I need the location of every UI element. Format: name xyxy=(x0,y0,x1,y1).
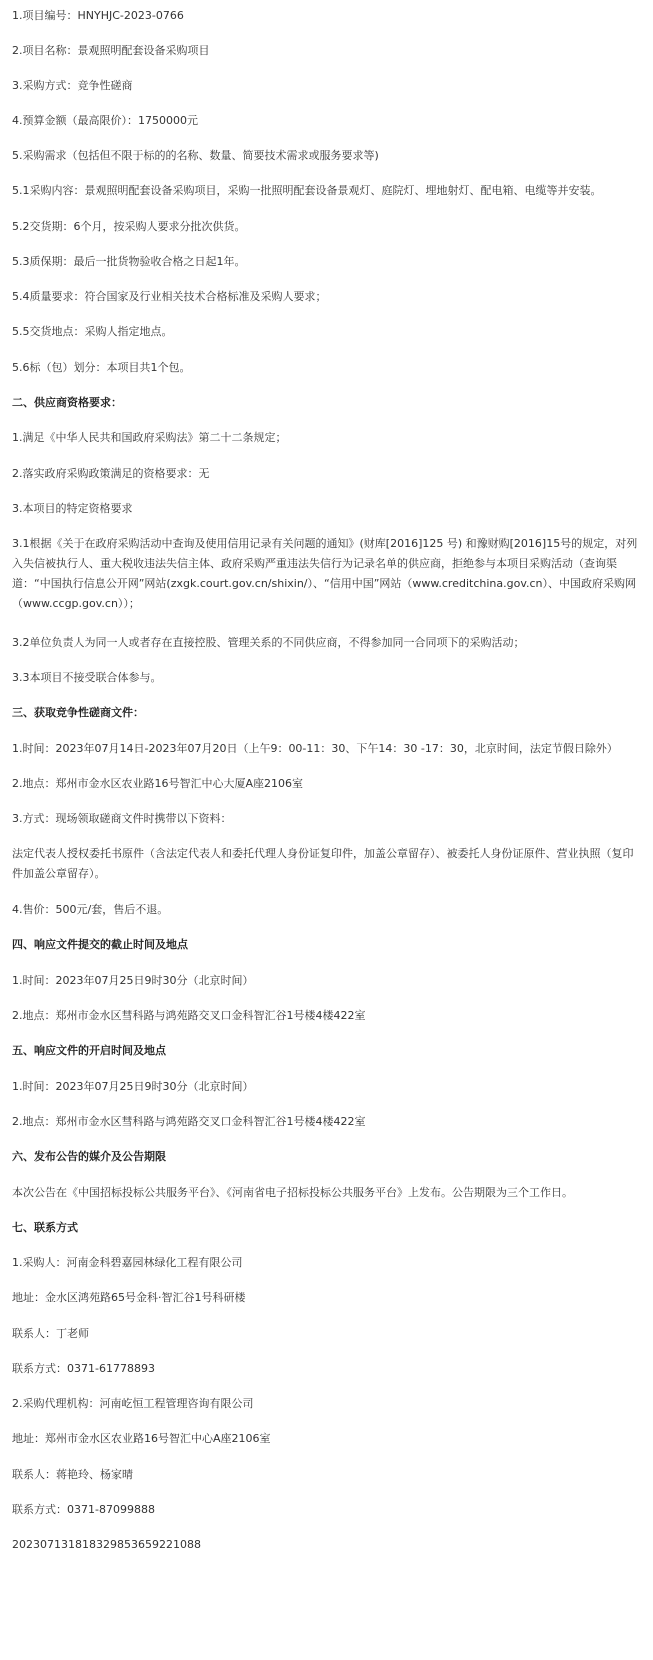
section-heading: 六、发布公告的媒介及公告期限 xyxy=(12,1150,166,1163)
paragraph: 1.项目编号：HNYHJC-2023-0766 xyxy=(12,9,184,22)
paragraph: 3.2单位负责人为同一人或者存在直接控股、管理关系的不同供应商，不得参加同一合同项下的采购活动； xyxy=(12,636,525,649)
paragraph: 2.项目名称：景观照明配套设备采购项目 xyxy=(12,44,210,57)
section-heading: 四、响应文件提交的截止时间及地点 xyxy=(12,938,188,951)
paragraph: 5.5交货地点：采购人指定地点。 xyxy=(12,325,173,338)
paragraph: 1.时间：2023年07月25日9时30分（北京时间） xyxy=(12,974,254,987)
paragraph: 202307131818329853659221088 xyxy=(12,1538,201,1551)
paragraph: 1.采购人：河南金科碧嘉园林绿化工程有限公司 xyxy=(12,1256,243,1269)
paragraph: 3.1根据《关于在政府采购活动中查询及使用信用记录有关问题的通知》(财库[2016]125 号) 和豫财购[2016]15号的规定，对列入失信被执行人、重大税收违法失信主体、政府采购严重违法失信行为记录名单的供应商，拒绝参与本项目采购活动（查询渠道：“中国执行信息公开网”网站(zxgk.court.gov.cn/shixin/）、“信用中国”网站（www.creditchina.gov.cn）、中国政府采购网（www.ccgp.gov.cn））； xyxy=(12,537,638,610)
paragraph: 3.方式：现场领取磋商文件时携带以下资料： xyxy=(12,812,232,825)
paragraph: 5.2交货期：6个月，按采购人要求分批次供货。 xyxy=(12,220,246,233)
section-heading: 三、获取竞争性磋商文件： xyxy=(12,706,144,719)
paragraph: 联系人：丁老师 xyxy=(12,1327,89,1340)
paragraph: 联系方式：0371-87099888 xyxy=(12,1503,155,1516)
section-heading: 二、供应商资格要求： xyxy=(12,396,122,409)
paragraph: 联系方式：0371-61778893 xyxy=(12,1362,155,1375)
paragraph: 2.落实政府采购政策满足的资格要求：无 xyxy=(12,467,210,480)
paragraph: 1.时间：2023年07月14日-2023年07月20日（上午9：00-11：30、下午14：30 -17：30，北京时间，法定节假日除外） xyxy=(12,742,618,755)
section-heading: 五、响应文件的开启时间及地点 xyxy=(12,1044,166,1057)
paragraph: 1.满足《中华人民共和国政府采购法》第二十二条规定； xyxy=(12,431,287,444)
paragraph: 联系人：蒋艳玲、杨家晴 xyxy=(12,1468,133,1481)
paragraph: 5.1采购内容：景观照明配套设备采购项目，采购一批照明配套设备景观灯、庭院灯、埋地射灯、配电箱、电缆等并安装。 xyxy=(12,184,602,197)
paragraph: 2.地点：郑州市金水区彗科路与鸿苑路交叉口金科智汇谷1号楼4楼422室 xyxy=(12,1115,366,1128)
section-heading: 七、联系方式 xyxy=(12,1221,78,1234)
paragraph: 地址：金水区鸿苑路65号金科·智汇谷1号科研楼 xyxy=(12,1291,246,1304)
paragraph: 2.采购代理机构：河南屹恒工程管理咨询有限公司 xyxy=(12,1397,254,1410)
paragraph: 4.预算金额（最高限价）：1750000元 xyxy=(12,114,198,127)
paragraph: 5.6标（包）划分：本项目共1个包。 xyxy=(12,361,191,374)
paragraph: 5.4质量要求：符合国家及行业相关技术合格标准及采购人要求； xyxy=(12,290,327,303)
paragraph: 地址：郑州市金水区农业路16号智汇中心A座2106室 xyxy=(12,1432,271,1445)
paragraph: 2.地点：郑州市金水区彗科路与鸿苑路交叉口金科智汇谷1号楼4楼422室 xyxy=(12,1009,366,1022)
paragraph: 5.3质保期：最后一批货物验收合格之日起1年。 xyxy=(12,255,246,268)
paragraph: 法定代表人授权委托书原件（含法定代表人和委托代理人身份证复印件，加盖公章留存）、被委托人身份证原件、营业执照（复印件加盖公章留存）。 xyxy=(12,847,634,880)
paragraph: 5.采购需求（包括但不限于标的的名称、数量、简要技术需求或服务要求等) xyxy=(12,149,379,162)
paragraph: 1.时间：2023年07月25日9时30分（北京时间） xyxy=(12,1080,254,1093)
paragraph: 3.采购方式：竞争性磋商 xyxy=(12,79,133,92)
paragraph: 本次公告在《中国招标投标公共服务平台》、《河南省电子招标投标公共服务平台》上发布。公告期限为三个工作日。 xyxy=(12,1186,573,1199)
paragraph: 3.3本项目不接受联合体参与。 xyxy=(12,671,162,684)
paragraph: 2.地点：郑州市金水区农业路16号智汇中心大厦A座2106室 xyxy=(12,777,304,790)
paragraph: 4.售价：500元/套，售后不退。 xyxy=(12,903,169,916)
paragraph: 3.本项目的特定资格要求 xyxy=(12,502,133,515)
